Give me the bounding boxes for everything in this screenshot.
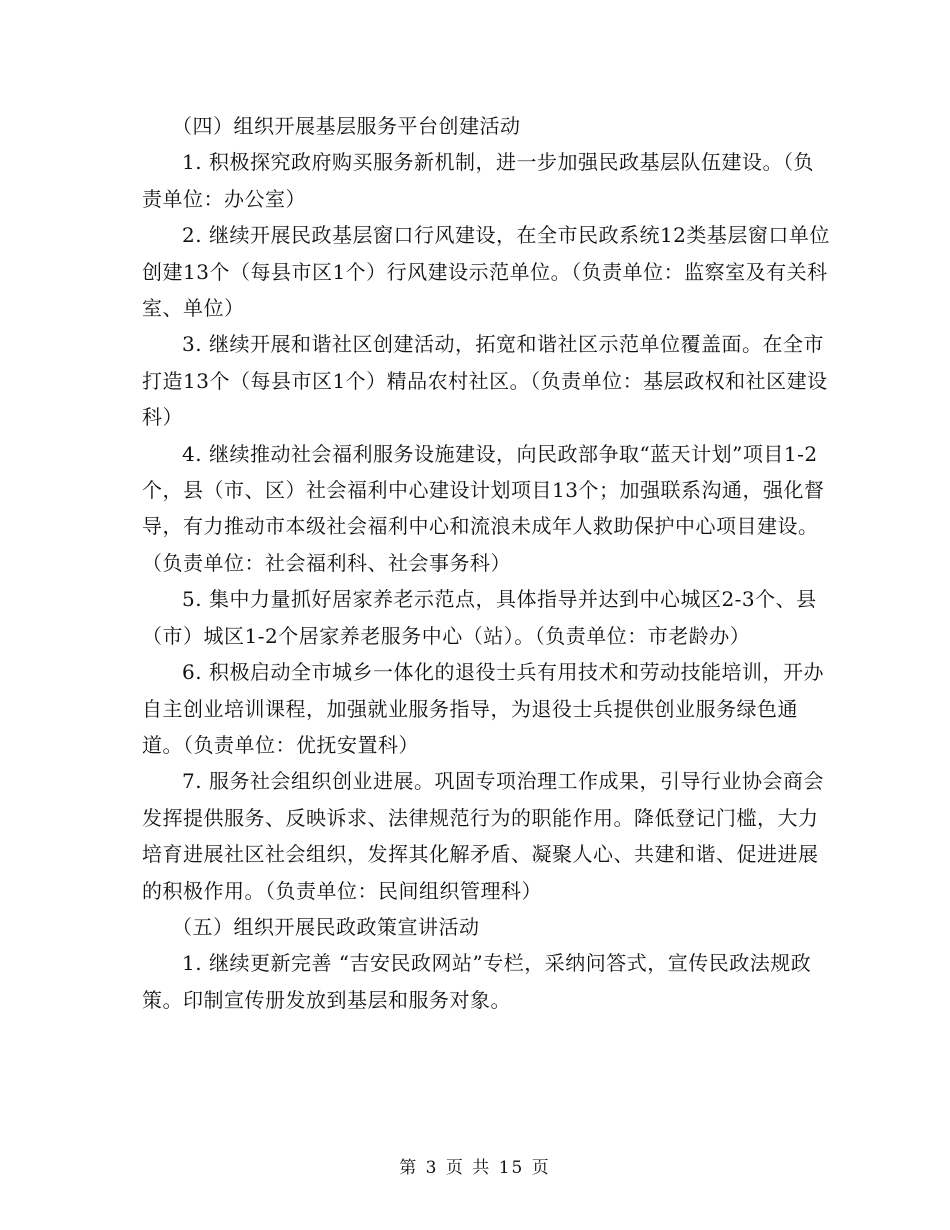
paragraph-item-5-1: 1. 继续更新完善 “吉安民政网站”专栏，采纳问答式，宣传民政法规政策。印制宣传册发放到基层和服务对象。 xyxy=(142,951,812,1012)
page-number-footer: 第 3 页 共 15 页 xyxy=(399,1158,551,1178)
paragraph-item-6: 6. 积极启动全市城乡一体化的退役士兵有用技术和劳动技能培训，开办自主创业培训课程，加强就业服务指导，为退役士兵提供创业服务绿色通道。（负责单位：优抚安置科） xyxy=(142,660,824,757)
section-heading-4: （四）组织开展基层服务平台创建活动 xyxy=(172,114,521,138)
document-body xyxy=(142,108,832,1018)
paragraph-item-2: 2. 继续开展民政基层窗口行风建设，在全市民政系统12类基层窗口单位创建13个（每县市区1个）行风建设示范单位。（负责单位：监察室及有关科室、单位） xyxy=(142,223,830,321)
paragraph-item-4: 4. 继续推动社会福利服务设施建设，向民政部争取“蓝天计划”项目1-2个，县（市、区）社会福利中心建设计划项目13个；加强联系沟通，强化督导，有力推动市本级社会福利中心和流浪未成年人救助保护中心项目建设。（负责单位：社会福利科、社会事务科） xyxy=(142,441,825,575)
paragraph-item-5: 5. 集中力量抓好居家养老示范点，具体指导并达到中心城区2-3个、县（市）城区1-2个居家养老服务中心（站）。（负责单位：市老龄办） xyxy=(142,587,817,648)
section-heading-5: （五）组织开展民政政策宣讲活动 xyxy=(172,914,480,939)
paragraph-item-1: 1. 积极探究政府购买服务新机制，进一步加强民政基层队伍建设。（负责单位：办公室） xyxy=(142,150,814,211)
paragraph-item-3: 3. 继续开展和谐社区创建活动，拓宽和谐社区示范单位覆盖面。在全市打造13个（每县市区1个）精品农村社区。（负责单位：基层政权和社区建设科） xyxy=(142,332,828,430)
paragraph-item-7: 7. 服务社会组织创业进展。巩固专项治理工作成果，引导行业协会商会发挥提供服务、反映诉求、法律规范行为的职能作用。降低登记门槛，大力培育进展社区社会组织，发挥其化解矛盾、凝聚人心、共建和谐、促进进展的积极作用。（负责单位：民间组织管理科） xyxy=(142,769,824,903)
